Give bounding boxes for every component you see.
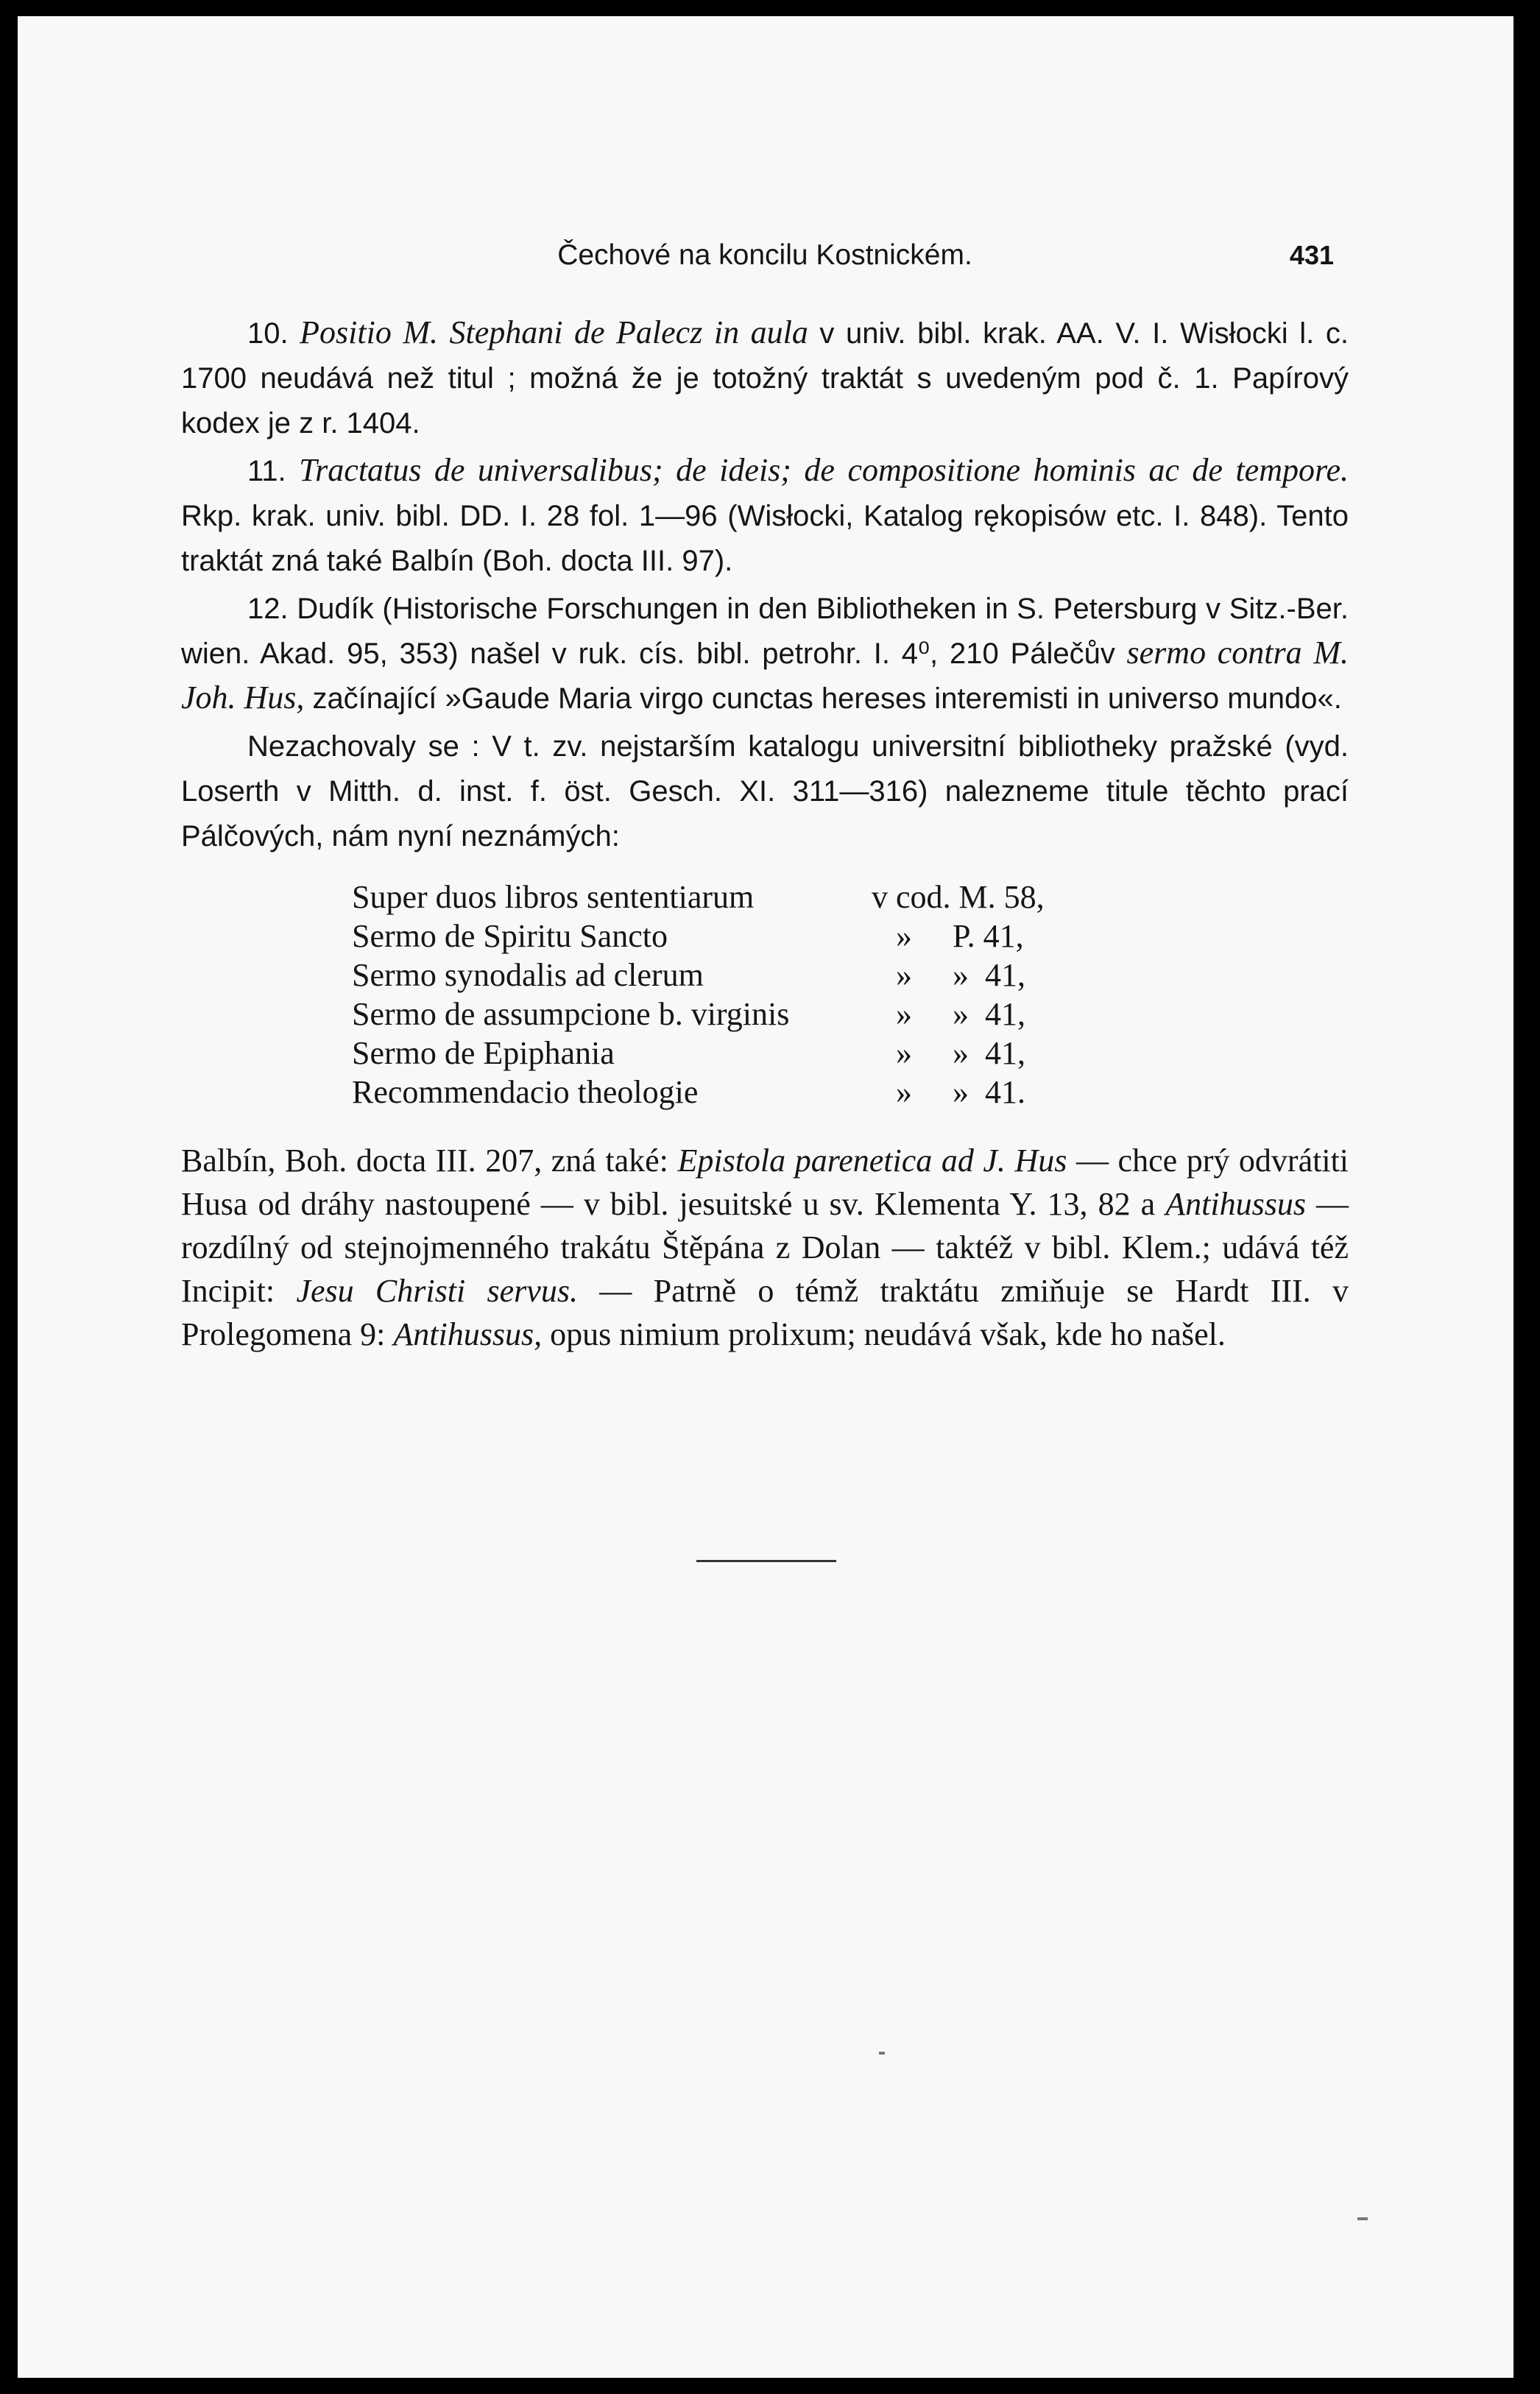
codex-reference: v cod. M. 58, <box>872 879 1045 915</box>
page-header <box>196 222 1334 289</box>
works-list-item <box>352 1073 1221 1112</box>
paragraph-text: opus nimium prolixum; neudává však, kde ho našel. <box>550 1316 1226 1352</box>
paragraph-text: — chce prý odvrátiti Husa od dráhy nastoupené — v bibl. jesuitské u sv. Klementa Y. 13, 82 a <box>181 1143 1349 1222</box>
paragraph-11 <box>181 448 1349 583</box>
paragraph-text: — rozdílný od stejnojmenného trakátu Štěpána z Dolan — taktéž v bibl. Klem.; udává též Incipit: <box>181 1186 1349 1309</box>
work-title: sermo contra M. Joh. Hus, <box>181 635 1349 716</box>
book-page <box>18 16 1513 2378</box>
work-title: Sermo de assumpcione b. virginis <box>352 996 790 1032</box>
work-title: Recommendacio theologie <box>352 1074 699 1110</box>
print-speck <box>1357 2217 1368 2220</box>
work-title: Sermo synodalis ad clerum <box>352 957 704 993</box>
codex-reference: » » 41, <box>872 996 1025 1032</box>
page-number: 431 <box>1289 240 1334 270</box>
main-text <box>181 311 1349 858</box>
works-list-item <box>352 995 1221 1034</box>
paragraph-12 <box>181 586 1349 721</box>
work-title: Sermo de Spiritu Sancto <box>352 918 668 954</box>
works-list-item <box>352 878 1221 917</box>
paragraph-10 <box>181 311 1349 445</box>
item-number: 11. <box>247 455 286 487</box>
codex-reference: » P. 41, <box>872 918 1024 954</box>
running-title: Čechové na koncilu Kostnickém. <box>557 239 972 271</box>
paragraph-text: — Patrně o témž traktátu zmiňuje se Hardt III. v Prolegomena 9: <box>181 1273 1349 1352</box>
item-number: 10. <box>247 317 289 350</box>
work-title: Super duos libros sententiarum <box>352 879 755 915</box>
item-number: 12. <box>247 593 289 625</box>
paragraph-text: Nezachovaly se : V t. zv. nejstarším katalogu universitní bibliotheky pražské (vyd. Loserth v Mitth. d. inst. f. öst. Gesch. XI. 311—316) nalezneme titule těchto prací Pálčových, nám nyní neznámých: <box>181 730 1349 852</box>
closing-text <box>181 1139 1349 1356</box>
print-speck <box>879 2052 885 2055</box>
works-list-item <box>352 917 1221 956</box>
section-separator <box>696 1560 836 1562</box>
work-title: Positio M. Stephani de Palecz in aula <box>300 314 808 350</box>
paragraph-text: Rkp. krak. univ. bibl. DD. I. 28 fol. 1—96 (Wisłocki, Katalog rękopisów etc. I. 848). Tento traktát zná také Balbín (Boh. docta III. 97). <box>181 500 1349 577</box>
codex-reference: » » 41, <box>872 957 1025 993</box>
incipit: Jesu Christi servus. <box>296 1273 578 1309</box>
paragraph-text: v univ. bibl. krak. AA. V. I. Wisłocki l. c. 1700 neudává než titul ; možná že je totožný traktát s uvedeným pod č. 1. Papírový kodex je z r. 1404. <box>181 317 1349 439</box>
paragraph-balbin <box>181 1139 1349 1356</box>
works-list-item <box>352 1034 1221 1073</box>
codex-reference: » » 41. <box>872 1074 1025 1110</box>
work-title: Sermo de Epiphania <box>352 1035 615 1071</box>
paragraph-text: Dudík (Historische Forschungen in den Bibliotheken in S. Petersburg v Sitz.-Ber. wien. Akad. 95, 353) našel v ruk. cís. bibl. petrohr. I. 4⁰, 210 Pálečův <box>181 593 1349 670</box>
work-title: Antihussus, <box>393 1316 543 1352</box>
codex-reference: » » 41, <box>872 1035 1025 1071</box>
paragraph-text: začínající »Gaude Maria virgo cunctas hereses interemisti in universo mundo«. <box>312 682 1342 715</box>
paragraph-text: Balbín, Boh. docta III. 207, zná také: <box>181 1143 668 1179</box>
work-title: Epistola parenetica ad J. Hus <box>677 1143 1067 1179</box>
paragraph-lost-works <box>181 724 1349 858</box>
work-title: Tractatus de universalibus; de ideis; de compositione hominis ac de tempore. <box>299 452 1349 488</box>
work-title: Antihussus <box>1165 1186 1306 1222</box>
works-list <box>352 878 1221 1112</box>
works-list-item <box>352 956 1221 995</box>
